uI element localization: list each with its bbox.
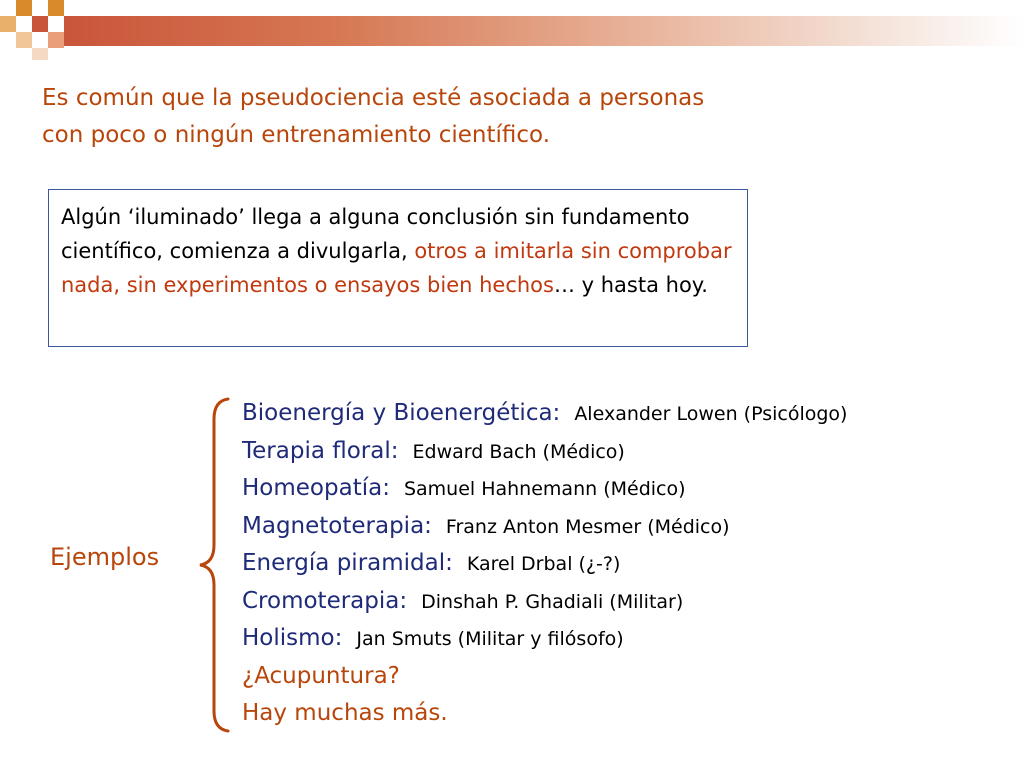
example-person: Jan Smuts (Militar y filósofo)	[356, 628, 624, 650]
example-topic: Holismo:	[242, 625, 343, 651]
callout-text-end: … y hasta hoy.	[553, 273, 708, 297]
ejemplos-label: Ejemplos	[50, 543, 160, 571]
example-person: Samuel Hahnemann (Médico)	[403, 478, 686, 500]
list-item	[242, 470, 1012, 508]
example-person: Franz Anton Mesmer (Médico)	[445, 515, 730, 538]
list-item	[242, 583, 1012, 621]
header-gradient-bar	[64, 16, 1024, 46]
headline-line-2: con poco o ningún entrenamiento científico.	[42, 122, 551, 148]
deco-square	[48, 32, 64, 48]
example-person: Karel Drbal (¿-?)	[466, 553, 621, 575]
deco-square	[0, 16, 16, 32]
list-item	[242, 695, 1012, 733]
example-topic: Cromoterapia:	[242, 587, 408, 614]
list-item	[242, 395, 1012, 433]
deco-square	[16, 32, 32, 48]
callout-text-red: otros a imitarla sin comprobar nada, sin experimentos o ensayos bien hechos	[61, 239, 732, 297]
example-topic: ¿Acupuntura?	[242, 662, 400, 689]
example-topic: Terapia floral:	[242, 437, 399, 464]
example-topic: Energía piramidal:	[242, 550, 453, 576]
headline	[42, 80, 802, 154]
example-person: Alexander Lowen (Psicólogo)	[574, 403, 848, 425]
example-person: Edward Bach (Médico)	[412, 440, 625, 463]
example-topic: Homeopatía:	[242, 475, 390, 501]
example-topic: Magnetoterapia:	[242, 512, 432, 539]
example-topic: Bioenergía y Bioenergética:	[242, 400, 561, 426]
list-item	[242, 658, 1012, 696]
example-person: Dinshah P. Ghadiali (Militar)	[421, 590, 684, 613]
example-topic: Hay muchas más.	[242, 700, 448, 726]
list-item	[242, 620, 1012, 658]
list-item	[242, 545, 1012, 583]
list-item	[242, 433, 1012, 471]
deco-square	[48, 0, 64, 16]
curly-brace-icon	[196, 395, 232, 735]
headline-line-1: Es común que la pseudociencia esté asociada a personas	[42, 85, 705, 111]
deco-square	[16, 0, 32, 16]
deco-square	[32, 16, 48, 32]
examples-list	[242, 395, 1012, 733]
list-item	[242, 508, 1012, 546]
callout-box	[48, 189, 748, 347]
callout-text-black: Algún ‘iluminado’ llega a alguna conclusión sin fundamento científico, comienza a divulgarla,	[61, 205, 690, 263]
header-decoration	[0, 0, 1024, 60]
deco-square	[32, 48, 48, 60]
